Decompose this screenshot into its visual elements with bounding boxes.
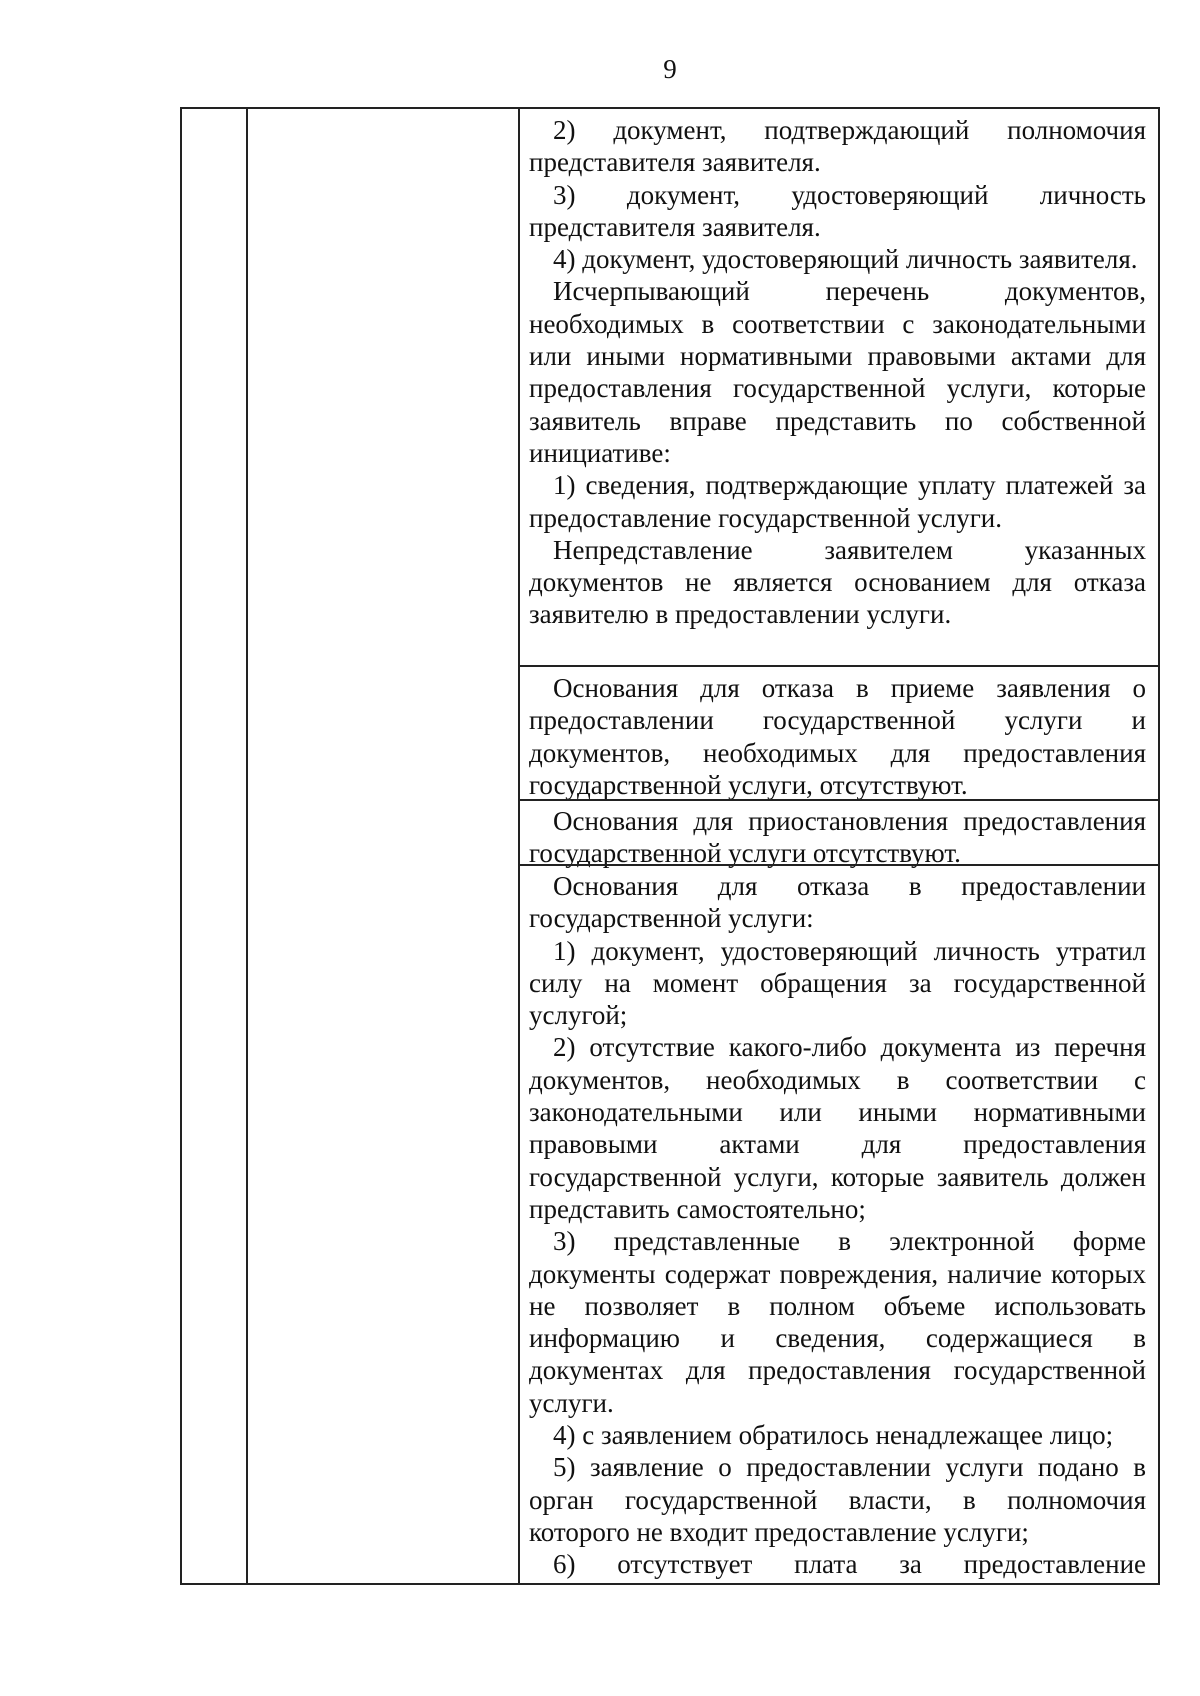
- paragraph: Непредставление заявителем указанных документов не является основанием для отказа заявителю в предоставлении услуги.: [529, 534, 1146, 630]
- description-column: [520, 109, 1158, 1583]
- document-table: [180, 107, 1160, 1585]
- page-number: 9: [663, 54, 677, 84]
- table-cell-suspension: [520, 799, 1158, 870]
- paragraph: 2) отсутствие какого-либо документа из перечня документов, необходимых в соответствии с законодательными или иными нормативными правовыми актами для предоставления государственной услуги, которые заявитель должен представить самостоятельно;: [529, 1032, 1146, 1224]
- paragraph: 4) с заявлением обратилось ненадлежащее лицо;: [553, 1420, 1114, 1451]
- paragraph: 5) заявление о предоставлении услуги подано в орган государственной власти, в полномочия которого не входит предоставление услуги;: [529, 1452, 1146, 1547]
- paragraph: 3) документ, удостоверяющий личность представителя заявителя.: [529, 179, 1146, 242]
- paragraph: Основания для отказа в приеме заявления о предоставлении государственной услуги и документов, необходимых для предоставления государственной услуги, отсутствуют.: [529, 673, 1146, 800]
- paragraph: 6) отсутствует плата за предоставление: [553, 1549, 1146, 1580]
- column-divider-1: [246, 109, 248, 1583]
- table-cell-reception-refusal: [520, 665, 1158, 801]
- table-cell-refusal-grounds: [520, 864, 1158, 1581]
- paragraph: Исчерпывающий перечень документов, необходимых в соответствии с законодательными или иными нормативными правовыми актами для предоставления государственной услуги, которые заявитель вправе представить по собственной инициативе:: [529, 276, 1146, 468]
- paragraph: 2) документ, подтверждающий полномочия представителя заявителя.: [529, 115, 1146, 178]
- paragraph: 1) сведения, подтверждающие уплату платежей за предоставление государственной услуги.: [529, 470, 1146, 533]
- paragraph: 3) представленные в электронной форме документы содержат повреждения, наличие которых не позволяет в полном объеме использовать информацию и сведения, содержащиеся в документах для предоставления государственной услуги.: [529, 1226, 1146, 1418]
- paragraph: Основания для отказа в предоставлении государственной услуги:: [529, 871, 1146, 934]
- paragraph: 1) документ, удостоверяющий личность утратил силу на момент обращения за государственной услугой;: [529, 935, 1146, 1031]
- paragraph: 4) документ, удостоверяющий личность заявителя.: [553, 244, 1138, 275]
- table-cell-required-documents: [520, 114, 1158, 631]
- paragraph: Основания для приостановления предоставления государственной услуги отсутствуют.: [529, 806, 1146, 869]
